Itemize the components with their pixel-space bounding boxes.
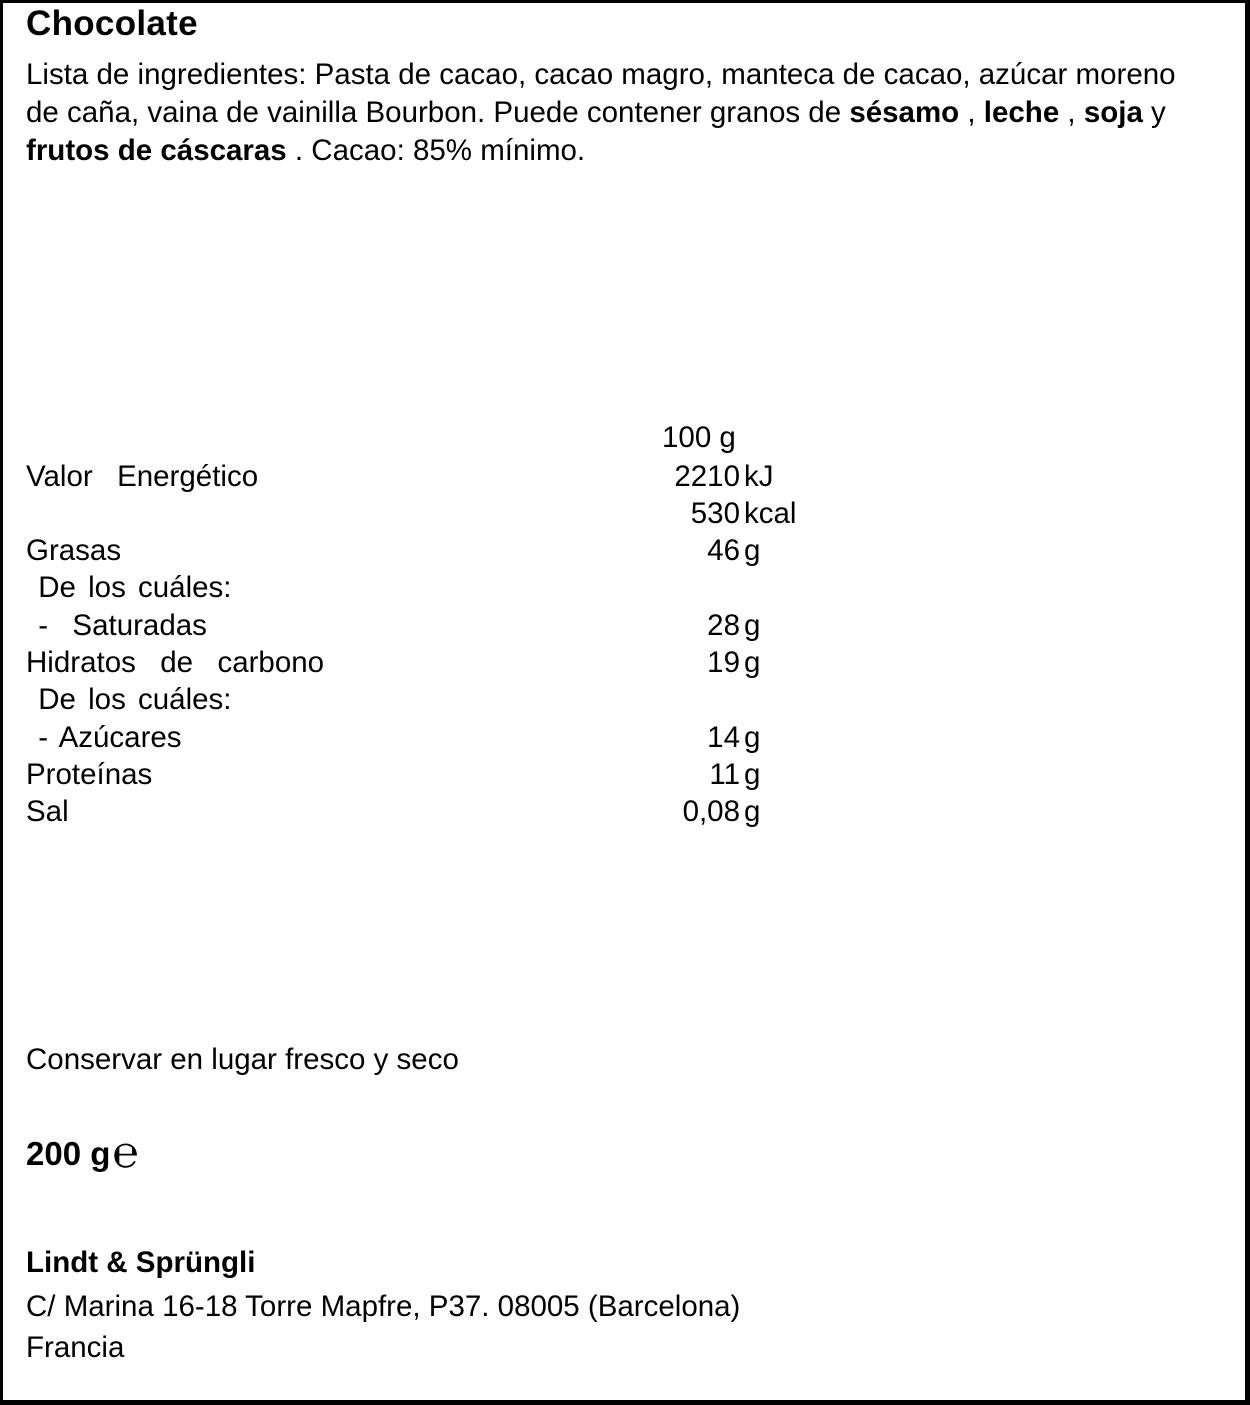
separator: , — [1059, 96, 1084, 129]
nutrition-row-saturated — [26, 607, 826, 644]
nutrient-value: 2210 — [674, 460, 740, 493]
allergen-soy: soja — [1083, 96, 1143, 129]
storage-instructions: Conservar en lugar fresco y seco — [26, 1043, 459, 1076]
allergen-sesame: sésamo — [849, 96, 960, 129]
nutrient-value: 530 — [690, 497, 740, 530]
cocoa-content: . Cacao: 85% mínimo. — [286, 134, 586, 167]
nutrition-row-protein — [26, 756, 826, 793]
allergen-nuts: frutos de cáscaras — [26, 134, 287, 167]
nutrient-value: 28 — [707, 609, 740, 642]
nutrition-row-carbohydrates — [26, 644, 826, 681]
nutrient-label: De los cuáles: — [26, 571, 232, 604]
nutrient-label: Valor Energético — [26, 460, 259, 493]
nutrient-unit: g — [744, 609, 761, 642]
nutrition-row-energy-kcal — [26, 495, 826, 532]
manufacturer-name: Lindt & Sprüngli — [26, 1246, 256, 1279]
nutrient-unit: g — [744, 534, 761, 567]
nutrition-row-fat — [26, 532, 826, 569]
separator: , — [959, 96, 984, 129]
nutrition-header-per-100g: 100 g — [662, 421, 736, 454]
nutrient-label: Hidratos de carbono — [26, 646, 325, 679]
allergen-milk: leche — [983, 96, 1060, 129]
product-title: Chocolate — [26, 4, 198, 43]
estimated-sign-icon: ℮ — [112, 1128, 139, 1177]
nutrition-row-sugars — [26, 719, 826, 756]
net-weight-value: 200 g — [26, 1135, 111, 1172]
ingredients-list — [26, 56, 1206, 170]
nutrition-row-of-which — [26, 569, 826, 606]
nutrition-row-energy-kj — [26, 458, 826, 495]
nutrient-label: Sal — [26, 795, 69, 828]
nutrient-value: 14 — [707, 721, 740, 754]
nutrient-label: - Azúcares — [26, 721, 182, 754]
nutrition-row-of-which — [26, 681, 826, 718]
nutrition-row-salt — [26, 793, 826, 830]
nutrient-label: Grasas — [26, 534, 122, 567]
nutrient-unit: g — [744, 721, 761, 754]
nutrient-value: 11 — [709, 758, 740, 791]
ingredients-text: Lista de ingredientes: Pasta de cacao, cacao magro, manteca de cacao, azúcar moreno de caña, vaina de vainilla Bourbon. Puede contener granos de — [26, 58, 1176, 129]
net-weight — [26, 1125, 139, 1176]
nutrient-label: Proteínas — [26, 758, 153, 791]
nutrient-label: - Saturadas — [26, 609, 207, 642]
nutrient-unit: g — [744, 795, 761, 828]
nutrient-unit: kcal — [744, 497, 797, 530]
nutrient-label: De los cuáles: — [26, 683, 232, 716]
separator: y — [1142, 96, 1166, 129]
nutrient-value: 19 — [707, 646, 740, 679]
nutrient-unit: g — [744, 646, 761, 679]
manufacturer-address: C/ Marina 16-18 Torre Mapfre, P37. 08005 (Barcelona) — [26, 1290, 741, 1323]
nutrient-value: 46 — [707, 534, 740, 567]
manufacturer-country: Francia — [26, 1331, 125, 1364]
nutrient-unit: kJ — [744, 460, 774, 493]
nutrient-unit: g — [744, 758, 761, 791]
nutrient-value: 0,08 — [682, 795, 740, 828]
